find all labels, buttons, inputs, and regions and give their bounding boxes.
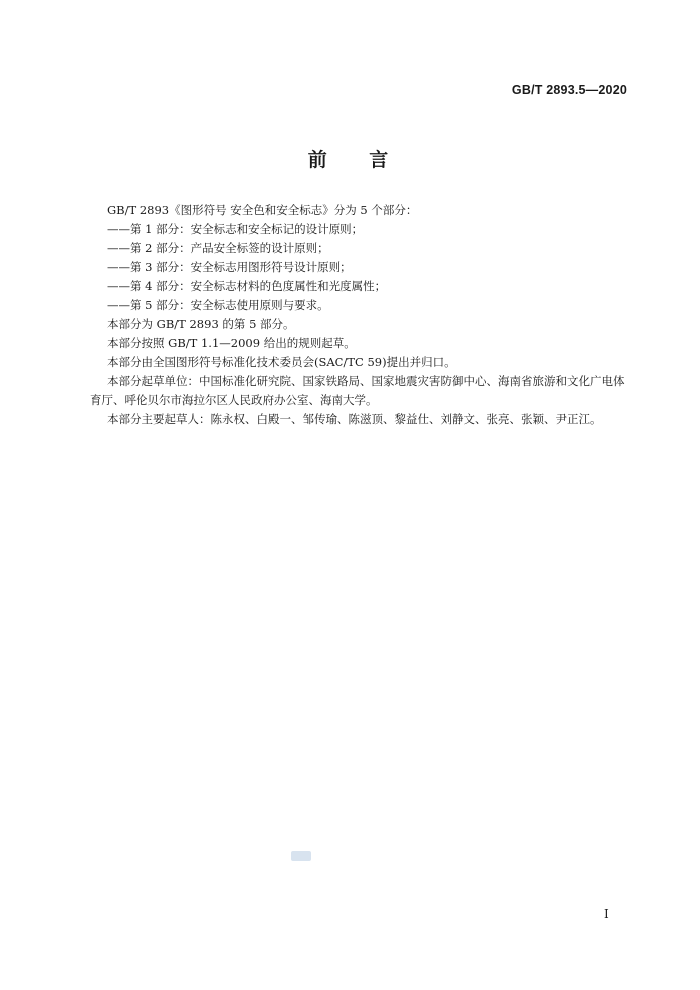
drafting-rule-paragraph: 本部分按照 GB/T 1.1—2009 给出的规则起草。: [107, 336, 356, 350]
list-item-part-3: ——第 3 部分：安全标志用图形符号设计原则；: [107, 260, 352, 274]
foreword-body: [90, 201, 630, 429]
list-item-part-4: ——第 4 部分：安全标志材料的色度属性和光度属性；: [107, 279, 387, 293]
drafters-paragraph: 本部分主要起草人：陈永权、白殿一、邹传瑜、陈滋顶、黎益仕、刘静文、张亮、张颖、尹正江。: [107, 412, 602, 426]
proposed-by-paragraph: 本部分由全国图形符号标准化技术委员会(SAC/TC 59)提出并归口。: [107, 355, 456, 369]
page-number: I: [604, 907, 609, 921]
list-item-part-1: ——第 1 部分：安全标志和安全标记的设计原则；: [107, 222, 364, 236]
list-item-part-5: ——第 5 部分：安全标志使用原则与要求。: [107, 298, 329, 312]
intro-paragraph: GB/T 2893《图形符号 安全色和安全标志》分为 5 个部分：: [107, 203, 418, 217]
standard-code: GB/T 2893.5—2020: [511, 83, 627, 97]
this-part-paragraph: 本部分为 GB/T 2893 的第 5 部分。: [107, 317, 295, 331]
page-title: 前 言: [307, 149, 407, 171]
list-item-part-2: ——第 2 部分：产品安全标签的设计原则；: [107, 241, 329, 255]
watermark-stamp: [291, 851, 311, 861]
drafting-units-paragraph: 本部分起草单位：中国标准化研究院、国家铁路局、国家地震灾害防御中心、海南省旅游和文化广电体育厅、呼伦贝尔市海拉尔区人民政府办公室、海南大学。: [90, 374, 625, 407]
